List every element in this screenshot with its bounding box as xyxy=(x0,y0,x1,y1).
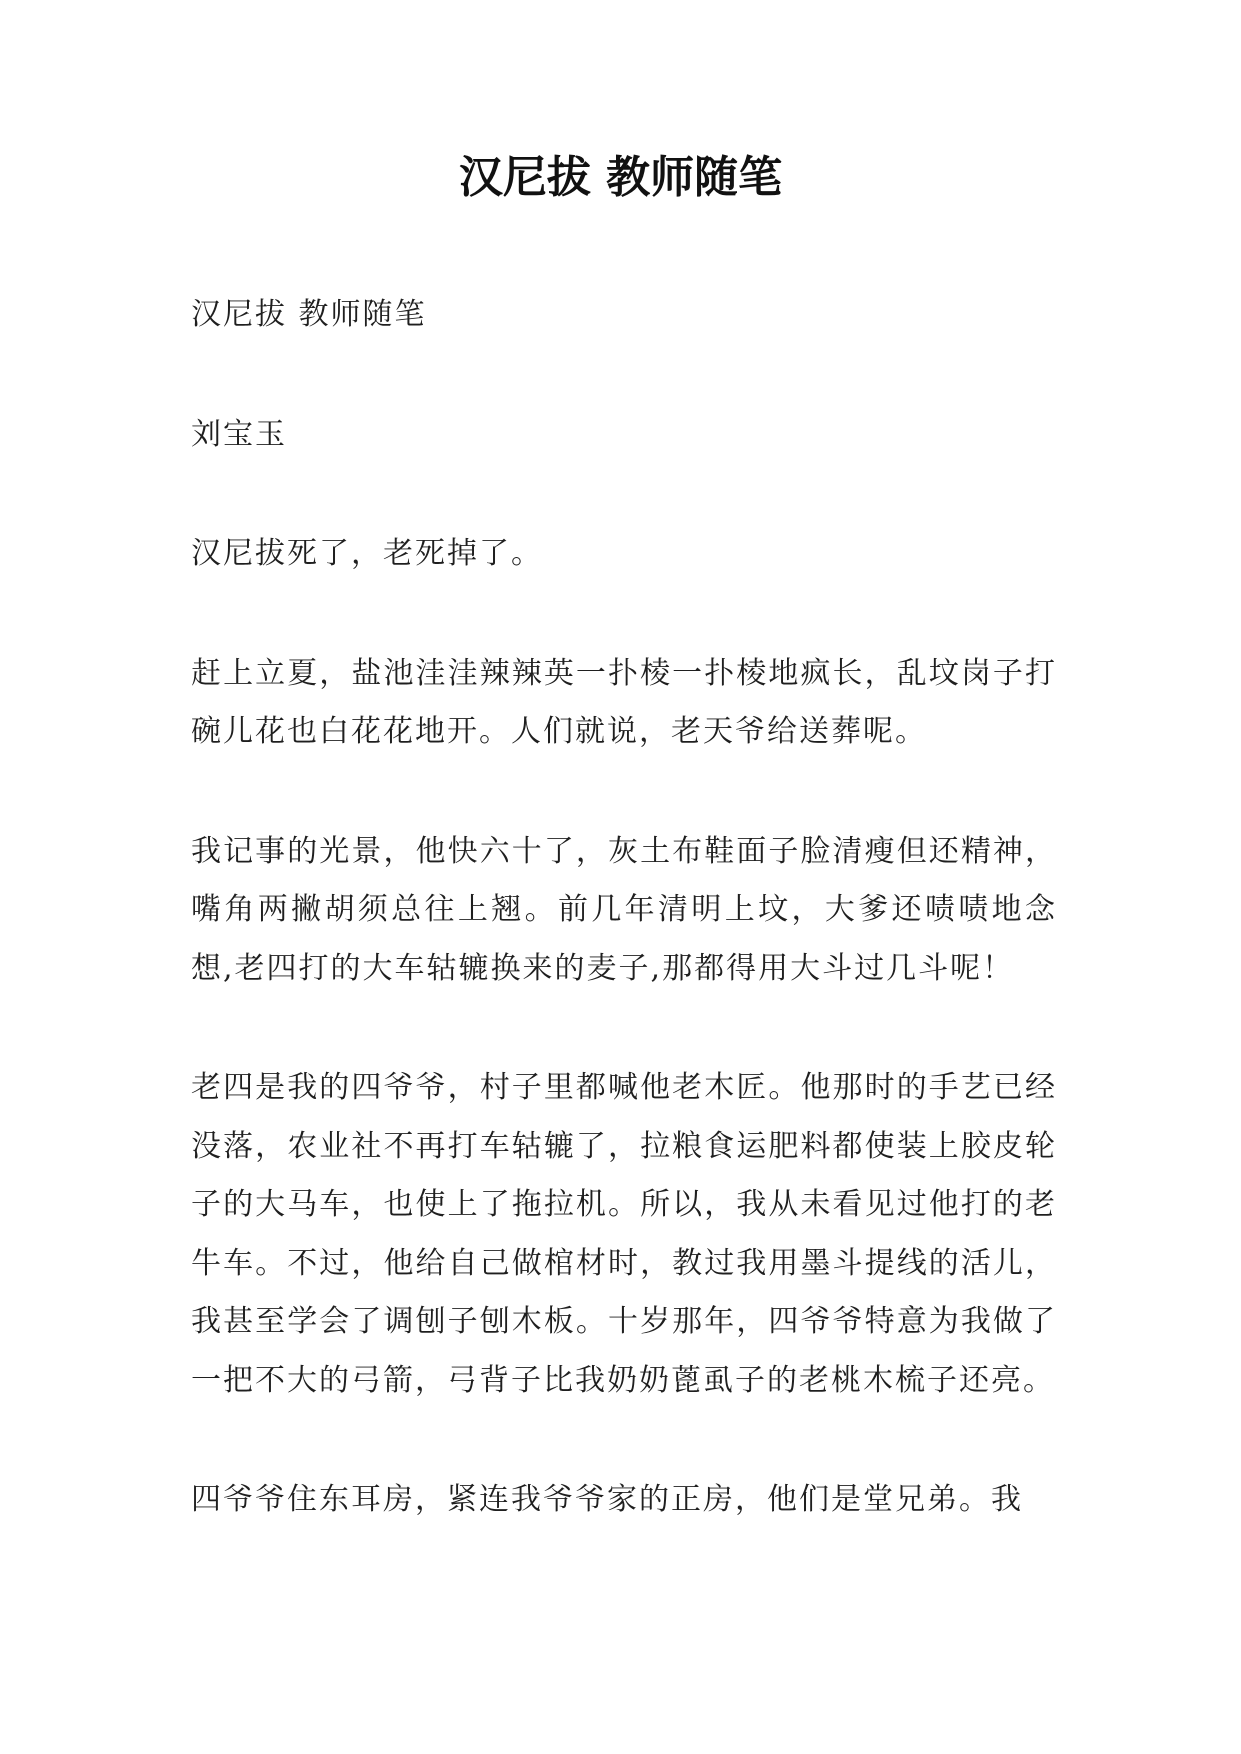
paragraph-subtitle: 汉尼拔 教师随笔 xyxy=(191,297,427,332)
document-body xyxy=(191,286,1057,1530)
document-title: 汉尼拔 教师随笔 xyxy=(458,152,783,203)
paragraph: 四爷爷住东耳房，紧连我爷爷家的正房，他们是堂兄弟。我 xyxy=(191,1482,1023,1517)
paragraph: 老四是我的四爷爷，村子里都喊他老木匠。他那时的手艺已经没落，农业社不再打车轱辘了，拉粮食运肥料都使装上胶皮轮子的大马车，也使上了拖拉机。所以，我从未看见过他打的老牛车。不过，他给自己做棺材时，教过我用墨斗提线的活儿，我甚至学会了调刨子刨木板。十岁那年，四爷爷特意为我做了一把不大的弓箭，弓背子比我奶奶蓖虱子的老桃木梳子还亮。 xyxy=(191,1070,1057,1398)
paragraph-author: 刘宝玉 xyxy=(191,416,287,452)
paragraph: 赶上立夏，盐池洼洼辣辣英一扑棱一扑棱地疯长，乱坟岗子打碗儿花也白花花地开。人们就说，老天爷给送葬呢。 xyxy=(191,655,1057,749)
paragraph: 我记事的光景，他快六十了，灰土布鞋面子脸清瘦但还精神，嘴角两撇胡须总往上翘。前几年清明上坟，大爹还啧啧地念想,老四打的大车轱辘换来的麦子,那都得用大斗过几斗呢！ xyxy=(191,833,1057,986)
paragraph: 汉尼拔死了，老死掉了。 xyxy=(191,536,543,571)
